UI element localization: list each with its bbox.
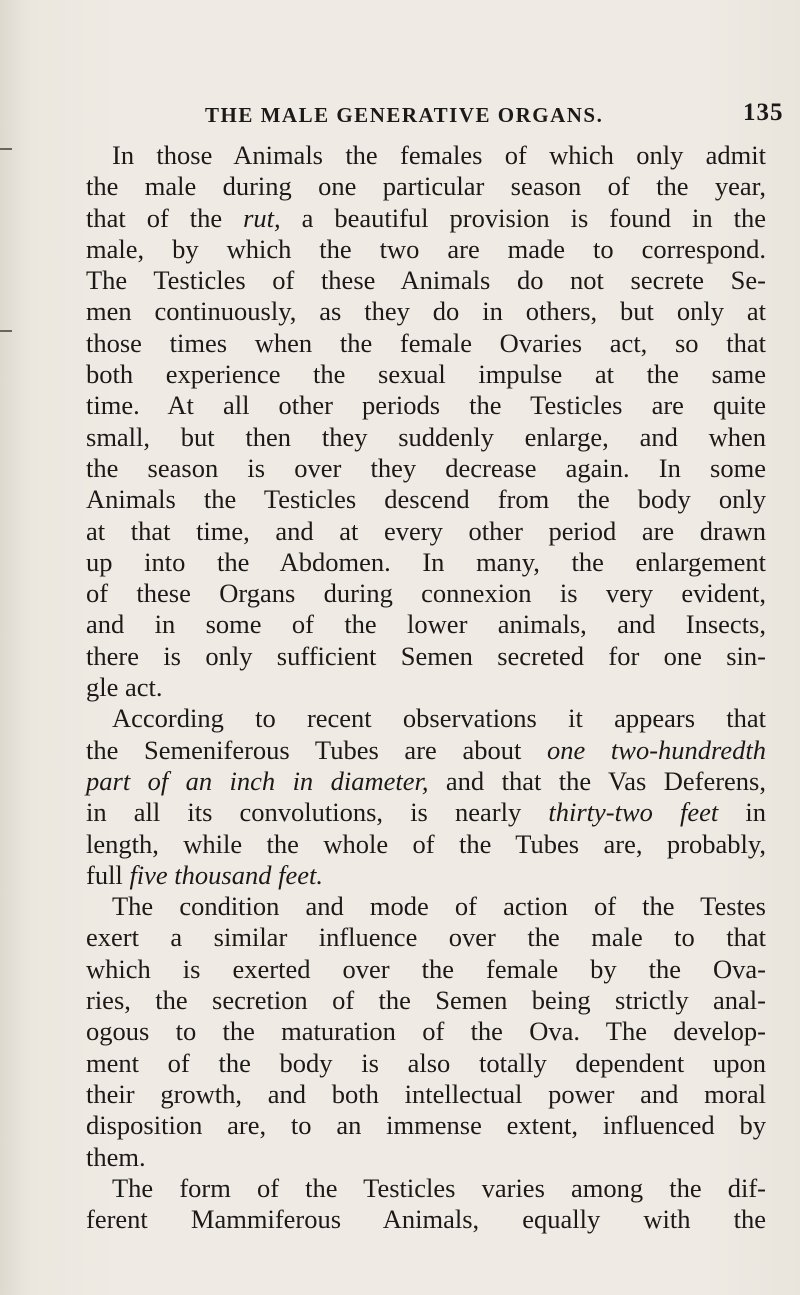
paragraph	[86, 891, 766, 1173]
text-line: that of the rut, a beautiful provision is found in the	[86, 202, 766, 233]
text-line: men continuously, as they do in others, but only at	[86, 296, 766, 327]
text-line: ogous to the maturation of the Ova. The develop-	[86, 1016, 766, 1047]
italic-term: five thousand feet.	[129, 859, 323, 890]
text-line: disposition are, to an immense extent, influenced by	[86, 1110, 766, 1141]
margin-mark	[0, 330, 12, 332]
text-line: time. At all other periods the Testicles are quite	[86, 390, 766, 421]
text-line: them.	[86, 1141, 146, 1172]
paragraph	[86, 1173, 766, 1236]
text-line: of these Organs during connexion is very evident,	[86, 578, 766, 609]
text-line: there is only sufficient Semen secreted for one sin-	[86, 640, 766, 671]
italic-term: part of an inch in diameter,	[86, 765, 429, 796]
italic-term: thirty-two feet	[548, 797, 719, 828]
paragraph	[86, 140, 766, 703]
text-line: male, by which the two are made to correspond.	[86, 233, 766, 264]
text-line: exert a similar influence over the male to that	[86, 922, 766, 953]
text-line: ment of the body is also totally dependent upon	[86, 1047, 766, 1078]
text-line: which is exerted over the female by the Ova-	[86, 953, 766, 984]
text-line: up into the Abdomen. In many, the enlargement	[86, 546, 766, 577]
text-line: ries, the secretion of the Semen being strictly anal-	[86, 985, 766, 1016]
text-line: both experience the sexual impulse at the same	[86, 359, 766, 390]
text-line: and in some of the lower animals, and Insects,	[86, 609, 766, 640]
page-number: 135	[743, 99, 784, 126]
margin-mark	[0, 148, 12, 150]
text-line: the season is over they decrease again. In some	[86, 452, 766, 483]
text-line: in all its convolutions, is nearly thirty-two feet in	[86, 797, 767, 828]
text-line: The condition and mode of action of the Testes	[112, 891, 766, 922]
text-line: those times when the female Ovaries act, so that	[86, 327, 766, 358]
text-line: part of an inch in diameter, and that the Vas Deferens,	[86, 765, 766, 796]
text-line: ferent Mammiferous Animals, equally with the	[86, 1204, 766, 1235]
italic-term: rut,	[243, 202, 281, 233]
text-line: Animals the Testicles descend from the body only	[86, 484, 766, 515]
text-line: at that time, and at every other period are drawn	[86, 515, 766, 546]
text-line: full five thousand feet.	[86, 859, 323, 890]
text-line: length, while the whole of the Tubes are, probably,	[86, 828, 766, 859]
italic-term: one two-hundredth	[547, 734, 766, 765]
text-line: their growth, and both intellectual power and moral	[86, 1078, 766, 1109]
text-line: The Testicles of these Animals do not secrete Se-	[86, 265, 766, 296]
text-line: the male during one particular season of the year,	[86, 171, 766, 202]
text-line: According to recent observations it appears that	[112, 703, 766, 734]
text-line: The form of the Testicles varies among the dif-	[112, 1172, 766, 1203]
text-line: small, but then they suddenly enlarge, and when	[86, 421, 766, 452]
body-text	[86, 140, 766, 1235]
paragraph	[86, 703, 766, 891]
text-line: In those Animals the females of which only admit	[112, 140, 766, 170]
text-line: the Semeniferous Tubes are about one two-hundredth	[86, 734, 766, 765]
running-head-title: THE MALE GENERATIVE ORGANS.	[205, 103, 604, 127]
text-line: gle act.	[86, 672, 163, 703]
